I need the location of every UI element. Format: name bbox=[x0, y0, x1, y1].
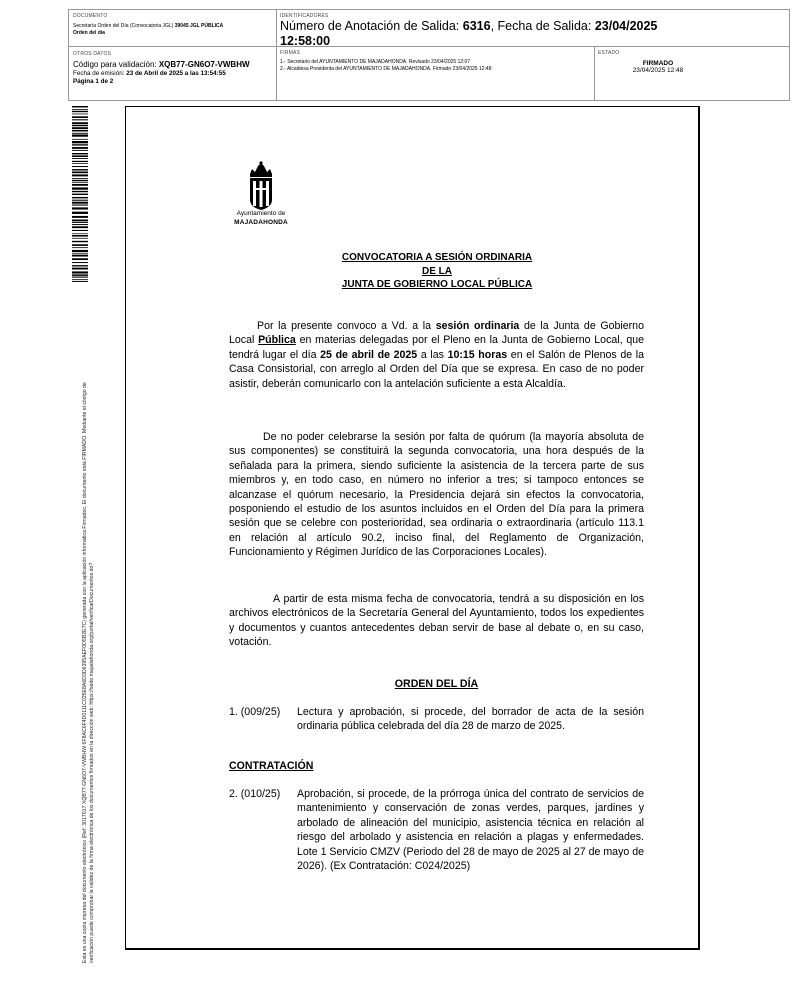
fecha-label: , Fecha de Salida: bbox=[490, 19, 595, 33]
validacion-label: Código para validación: bbox=[73, 60, 159, 69]
header-divider bbox=[594, 46, 595, 100]
p1-bold-underlined: Pública bbox=[258, 334, 296, 347]
header-divider bbox=[276, 10, 277, 100]
logo-line2: MAJADAHONDA bbox=[234, 219, 288, 226]
title-line2: DE LA bbox=[422, 265, 452, 277]
side-text-line1: Esta es una copia impresa del documento electrónico (Ref: 3017017 XQB77-GN6O7-VWBHW 6F8AC6F4D0111C025E8A6D3D6395AEF0D5B2E7C) generada con la aplicación informática Firmadoc. El documento está FIRMADO. Mediante el código de bbox=[82, 382, 88, 963]
verification-side-text bbox=[82, 263, 95, 963]
documento-line2: Orden del día bbox=[73, 30, 105, 36]
estado-cell bbox=[598, 50, 786, 74]
title-line1: CONVOCATORIA A SESIÓN ORDINARIA bbox=[341, 252, 533, 263]
estado-value: FIRMADO bbox=[642, 60, 674, 67]
p1-text: en materias delegadas por el Pleno en la Junta de Gobierno Local, que tendrá lugar el día bbox=[229, 334, 644, 361]
document-header-table bbox=[68, 9, 790, 101]
document-title bbox=[300, 251, 574, 292]
estado-caption: ESTADO bbox=[598, 50, 620, 56]
agenda-item-number: 1. (009/25) bbox=[229, 706, 281, 718]
section-heading-contratacion: CONTRATACIÓN bbox=[229, 760, 314, 772]
logo-line1: Ayuntamiento de bbox=[236, 210, 286, 217]
p1-bold: sesión ordinaria bbox=[435, 320, 520, 332]
validacion-code: XQB77-GN6O7-VWBHW bbox=[158, 60, 250, 69]
estado-date: 23/04/2025 12:48 bbox=[632, 67, 684, 74]
emision-value: 23 de Abril de 2025 a las 13:54:55 bbox=[126, 69, 226, 77]
documento-caption: DOCUMENTO bbox=[73, 13, 108, 19]
p1-text: a las bbox=[417, 348, 448, 361]
identificadores-cell bbox=[280, 13, 785, 49]
title-line3: JUNTA DE GOBIERNO LOCAL PÚBLICA bbox=[341, 279, 533, 290]
p1-bold-time: 10:15 horas bbox=[447, 348, 508, 361]
anotacion-label: Número de Anotación de Salida: bbox=[280, 19, 463, 33]
p1-text: en el Salón de Plenos de la Casa Consistorial, con arreglo al Orden del Día que se expresa. En caso de no poder asistir, deberán comunicarlo con la antelación suficiente a esta Alcaldía. bbox=[229, 348, 644, 390]
anotacion-number: 6316 bbox=[462, 19, 491, 33]
fecha-time: 12:58:00 bbox=[280, 34, 331, 48]
fecha-date: 23/04/2025 bbox=[594, 19, 658, 33]
orden-del-dia-heading: ORDEN DEL DÍA bbox=[394, 678, 479, 690]
documento-cell bbox=[73, 13, 273, 37]
otros-caption: OTROS DATOS bbox=[73, 51, 112, 57]
firma-1: 1.- Secretario del AYUNTAMIENTO DE MAJADAHONDA. Revisado 23/04/2025 12:07 bbox=[280, 59, 471, 65]
documento-line1: Secretaría Orden del Día (Convocatoria JGL) bbox=[73, 23, 174, 29]
p1-bold-date: 25 de abril de 2025 bbox=[320, 348, 418, 361]
paragraph-archivos: A partir de esta misma fecha de convocatoria, tendrá a su disposición en los archivos electrónicos de la Secretaría General del Ayuntamiento, todos los expedientes y documentos y cuantos antecedentes deban servir de base al debate o, en su caso, votación. bbox=[229, 593, 644, 649]
emision-label: Fecha de emisión: bbox=[73, 69, 127, 77]
firmas-caption: FIRMAS bbox=[280, 50, 301, 56]
firma-2: 2.- Alcaldesa Presidenta del AYUNTAMIENTO DE MAJADAHONDA. Firmado 23/04/2025 12:48 bbox=[280, 66, 492, 72]
paragraph-quorum: De no poder celebrarse la sesión por falta de quórum (la mayoría absoluta de sus componentes) se constituirá la segunda convocatoria, una hora después de la señalada para la primera, siendo suficiente la asistencia de la tercera parte de sus miembros y, en todo caso, en número no inferior a tres; si tampoco entonces se alcanzase el quórum necesario, la Presidencia dejará sin efectos la convocatoria, posponiendo el estudio de los asuntos incluidos en el Orden del Día para la primera sesión que se celebre con posterioridad, sea ordinaria o extraordinaria (artículo 113.1 en relación al artículo 90.2, inciso final, del Reglamento de Organización, Funcionamiento y Régimen Jurídico de las Corporaciones Locales). bbox=[229, 431, 644, 559]
p1-text: de la Junta de Gobierno Local bbox=[229, 320, 644, 347]
otros-datos-cell bbox=[73, 51, 273, 87]
agenda-item-text: Aprobación, si procede, de la prórroga única del contrato de servicios de mantenimiento y conservación de zonas verdes, parques, jardines y arbolado de alineación del municipio, asistencia técnica en relación al riesgo del arbolado y asistencia en relación a plagas y enfermedades. Lote 1 Servicio CMZV (Periodo del 28 de mayo de 2025 al 27 de mayo de 2026). (Ex Contratación: C024/2025) bbox=[297, 788, 644, 873]
paragraph-convocatoria bbox=[229, 319, 644, 391]
documento-id: 39045 JGL PÚBLICA bbox=[174, 23, 224, 29]
barcode-icon bbox=[72, 106, 88, 282]
identificadores-caption: IDENTIFICADORES bbox=[280, 13, 329, 19]
agenda-item-text: Lectura y aprobación, si procede, del borrador de acta de la sesión ordinaria pública celebrada del día 28 de marzo de 2025. bbox=[297, 706, 644, 733]
p1-text: Por la presente convoco a Vd. a la bbox=[257, 320, 436, 332]
pagina-label: Página 1 de 2 bbox=[73, 78, 114, 85]
side-text-line2: verificación puede comprobar la validez de la firma electrónica de los documentos firmados en la dirección web: https://sede.majadahonda.org/portal/verificarDocumentos.do? bbox=[88, 562, 95, 963]
agenda-item-number: 2. (010/25) bbox=[229, 788, 281, 800]
firmas-cell bbox=[280, 50, 590, 73]
